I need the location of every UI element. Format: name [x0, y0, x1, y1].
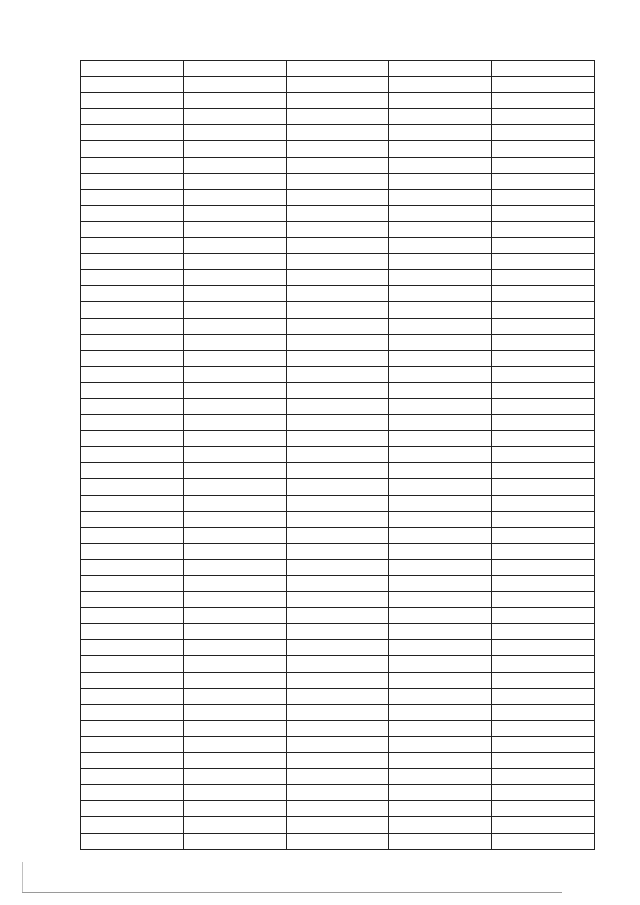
table-row [81, 93, 595, 109]
table-row [81, 125, 595, 141]
table-row [81, 576, 595, 592]
latitude-cell [492, 286, 595, 302]
point-number-cell [81, 157, 184, 173]
point-number-cell [81, 833, 184, 850]
x-cell [183, 270, 286, 286]
longitude-cell [389, 350, 492, 366]
latitude-cell [492, 270, 595, 286]
point-number-cell [81, 576, 184, 592]
longitude-cell [389, 157, 492, 173]
x-cell [183, 77, 286, 93]
y-cell [286, 238, 389, 254]
table-row [81, 254, 595, 270]
point-number-cell [81, 93, 184, 109]
y-cell [286, 93, 389, 109]
latitude-cell [492, 334, 595, 350]
longitude-cell [389, 753, 492, 769]
longitude-cell [389, 205, 492, 221]
coordinates-table [80, 60, 595, 850]
y-cell [286, 495, 389, 511]
point-number-cell [81, 559, 184, 575]
point-number-cell [81, 270, 184, 286]
latitude-cell [492, 366, 595, 382]
latitude-cell [492, 592, 595, 608]
longitude-cell [389, 109, 492, 125]
latitude-cell [492, 817, 595, 833]
point-number-cell [81, 495, 184, 511]
latitude-cell [492, 431, 595, 447]
longitude-cell [389, 141, 492, 157]
point-number-cell [81, 527, 184, 543]
longitude-cell [389, 189, 492, 205]
point-number-cell [81, 125, 184, 141]
latitude-cell [492, 382, 595, 398]
table-row [81, 398, 595, 414]
x-cell [183, 495, 286, 511]
latitude-cell [492, 608, 595, 624]
y-cell [286, 125, 389, 141]
point-number-cell [81, 656, 184, 672]
latitude-cell [492, 833, 595, 850]
y-cell [286, 77, 389, 93]
table-row [81, 736, 595, 752]
x-cell [183, 527, 286, 543]
longitude-cell [389, 720, 492, 736]
point-number-cell [81, 624, 184, 640]
y-cell [286, 286, 389, 302]
table-row [81, 447, 595, 463]
latitude-cell [492, 350, 595, 366]
y-cell [286, 704, 389, 720]
y-cell [286, 801, 389, 817]
point-number-cell [81, 511, 184, 527]
latitude-cell [492, 254, 595, 270]
table-row [81, 624, 595, 640]
latitude-cell [492, 463, 595, 479]
point-number-cell [81, 318, 184, 334]
table-row [81, 543, 595, 559]
latitude-cell [492, 785, 595, 801]
x-cell [183, 431, 286, 447]
longitude-cell [389, 334, 492, 350]
longitude-cell [389, 640, 492, 656]
y-cell [286, 543, 389, 559]
y-cell [286, 753, 389, 769]
latitude-cell [492, 736, 595, 752]
table-row [81, 302, 595, 318]
point-number-cell [81, 431, 184, 447]
x-cell [183, 125, 286, 141]
latitude-cell [492, 125, 595, 141]
longitude-cell [389, 431, 492, 447]
table-row [81, 511, 595, 527]
x-cell [183, 254, 286, 270]
coordinates-table-body [81, 61, 595, 850]
left-rule [22, 862, 23, 892]
latitude-cell [492, 77, 595, 93]
point-number-cell [81, 543, 184, 559]
x-cell [183, 382, 286, 398]
y-cell [286, 109, 389, 125]
x-cell [183, 656, 286, 672]
y-cell [286, 398, 389, 414]
x-cell [183, 189, 286, 205]
point-number-cell [81, 61, 184, 77]
point-number-cell [81, 704, 184, 720]
x-cell [183, 398, 286, 414]
y-cell [286, 592, 389, 608]
y-cell [286, 785, 389, 801]
table-row [81, 720, 595, 736]
table-row [81, 688, 595, 704]
longitude-cell [389, 302, 492, 318]
longitude-cell [389, 672, 492, 688]
y-cell [286, 189, 389, 205]
point-number-cell [81, 350, 184, 366]
point-number-cell [81, 447, 184, 463]
y-cell [286, 447, 389, 463]
x-cell [183, 511, 286, 527]
longitude-cell [389, 173, 492, 189]
latitude-cell [492, 398, 595, 414]
longitude-cell [389, 366, 492, 382]
point-number-cell [81, 720, 184, 736]
y-cell [286, 769, 389, 785]
latitude-cell [492, 753, 595, 769]
longitude-cell [389, 624, 492, 640]
x-cell [183, 736, 286, 752]
table-row [81, 286, 595, 302]
table-row [81, 592, 595, 608]
x-cell [183, 479, 286, 495]
x-cell [183, 61, 286, 77]
x-cell [183, 173, 286, 189]
y-cell [286, 173, 389, 189]
latitude-cell [492, 189, 595, 205]
table-row [81, 141, 595, 157]
latitude-cell [492, 495, 595, 511]
x-cell [183, 318, 286, 334]
x-cell [183, 157, 286, 173]
latitude-cell [492, 672, 595, 688]
y-cell [286, 817, 389, 833]
table-row [81, 270, 595, 286]
x-cell [183, 238, 286, 254]
point-number-cell [81, 688, 184, 704]
x-cell [183, 817, 286, 833]
longitude-cell [389, 125, 492, 141]
table-row [81, 527, 595, 543]
table-row [81, 656, 595, 672]
y-cell [286, 736, 389, 752]
y-cell [286, 382, 389, 398]
table-row [81, 801, 595, 817]
table-row [81, 77, 595, 93]
latitude-cell [492, 576, 595, 592]
x-cell [183, 688, 286, 704]
y-cell [286, 366, 389, 382]
longitude-cell [389, 398, 492, 414]
point-number-cell [81, 736, 184, 752]
latitude-cell [492, 720, 595, 736]
y-cell [286, 318, 389, 334]
latitude-cell [492, 141, 595, 157]
point-number-cell [81, 592, 184, 608]
point-number-cell [81, 672, 184, 688]
longitude-cell [389, 479, 492, 495]
longitude-cell [389, 704, 492, 720]
longitude-cell [389, 817, 492, 833]
x-cell [183, 350, 286, 366]
x-cell [183, 640, 286, 656]
x-cell [183, 415, 286, 431]
x-cell [183, 286, 286, 302]
latitude-cell [492, 302, 595, 318]
table-row [81, 431, 595, 447]
x-cell [183, 720, 286, 736]
latitude-cell [492, 61, 595, 77]
bottom-rule [22, 892, 562, 893]
longitude-cell [389, 415, 492, 431]
x-cell [183, 672, 286, 688]
point-number-cell [81, 753, 184, 769]
x-cell [183, 592, 286, 608]
table-row [81, 753, 595, 769]
longitude-cell [389, 736, 492, 752]
latitude-cell [492, 656, 595, 672]
y-cell [286, 640, 389, 656]
table-row [81, 479, 595, 495]
latitude-cell [492, 640, 595, 656]
point-number-cell [81, 334, 184, 350]
point-number-cell [81, 205, 184, 221]
y-cell [286, 479, 389, 495]
x-cell [183, 141, 286, 157]
x-cell [183, 785, 286, 801]
point-number-cell [81, 463, 184, 479]
latitude-cell [492, 238, 595, 254]
y-cell [286, 302, 389, 318]
table-row [81, 817, 595, 833]
table-row [81, 785, 595, 801]
y-cell [286, 559, 389, 575]
point-number-cell [81, 769, 184, 785]
longitude-cell [389, 238, 492, 254]
x-cell [183, 576, 286, 592]
table-row [81, 366, 595, 382]
table-row [81, 61, 595, 77]
table-row [81, 382, 595, 398]
longitude-cell [389, 221, 492, 237]
y-cell [286, 833, 389, 850]
x-cell [183, 801, 286, 817]
y-cell [286, 656, 389, 672]
x-cell [183, 769, 286, 785]
x-cell [183, 704, 286, 720]
y-cell [286, 608, 389, 624]
y-cell [286, 527, 389, 543]
point-number-cell [81, 415, 184, 431]
y-cell [286, 350, 389, 366]
point-number-cell [81, 286, 184, 302]
longitude-cell [389, 543, 492, 559]
longitude-cell [389, 61, 492, 77]
y-cell [286, 415, 389, 431]
longitude-cell [389, 527, 492, 543]
latitude-cell [492, 688, 595, 704]
y-cell [286, 61, 389, 77]
longitude-cell [389, 286, 492, 302]
point-number-cell [81, 479, 184, 495]
y-cell [286, 511, 389, 527]
y-cell [286, 157, 389, 173]
table-row [81, 415, 595, 431]
x-cell [183, 93, 286, 109]
longitude-cell [389, 769, 492, 785]
longitude-cell [389, 447, 492, 463]
table-row [81, 640, 595, 656]
longitude-cell [389, 318, 492, 334]
latitude-cell [492, 109, 595, 125]
y-cell [286, 221, 389, 237]
latitude-cell [492, 801, 595, 817]
x-cell [183, 624, 286, 640]
latitude-cell [492, 769, 595, 785]
latitude-cell [492, 173, 595, 189]
longitude-cell [389, 592, 492, 608]
latitude-cell [492, 543, 595, 559]
latitude-cell [492, 527, 595, 543]
latitude-cell [492, 511, 595, 527]
point-number-cell [81, 382, 184, 398]
latitude-cell [492, 479, 595, 495]
table-row [81, 463, 595, 479]
latitude-cell [492, 559, 595, 575]
x-cell [183, 334, 286, 350]
table-row [81, 495, 595, 511]
table-row [81, 173, 595, 189]
longitude-cell [389, 270, 492, 286]
longitude-cell [389, 382, 492, 398]
table-row [81, 769, 595, 785]
longitude-cell [389, 463, 492, 479]
x-cell [183, 366, 286, 382]
table-row [81, 672, 595, 688]
y-cell [286, 688, 389, 704]
latitude-cell [492, 318, 595, 334]
latitude-cell [492, 624, 595, 640]
y-cell [286, 720, 389, 736]
point-number-cell [81, 109, 184, 125]
table-row [81, 238, 595, 254]
table-row [81, 318, 595, 334]
longitude-cell [389, 833, 492, 850]
point-number-cell [81, 221, 184, 237]
longitude-cell [389, 93, 492, 109]
point-number-cell [81, 817, 184, 833]
point-number-cell [81, 640, 184, 656]
y-cell [286, 141, 389, 157]
table-row [81, 350, 595, 366]
latitude-cell [492, 704, 595, 720]
y-cell [286, 624, 389, 640]
latitude-cell [492, 221, 595, 237]
longitude-cell [389, 801, 492, 817]
longitude-cell [389, 254, 492, 270]
y-cell [286, 205, 389, 221]
longitude-cell [389, 511, 492, 527]
longitude-cell [389, 656, 492, 672]
y-cell [286, 270, 389, 286]
point-number-cell [81, 366, 184, 382]
y-cell [286, 576, 389, 592]
point-number-cell [81, 302, 184, 318]
point-number-cell [81, 77, 184, 93]
latitude-cell [492, 157, 595, 173]
point-number-cell [81, 141, 184, 157]
x-cell [183, 302, 286, 318]
table-row [81, 833, 595, 850]
y-cell [286, 334, 389, 350]
table-row [81, 704, 595, 720]
x-cell [183, 753, 286, 769]
point-number-cell [81, 801, 184, 817]
table-row [81, 189, 595, 205]
longitude-cell [389, 785, 492, 801]
x-cell [183, 221, 286, 237]
latitude-cell [492, 415, 595, 431]
latitude-cell [492, 93, 595, 109]
table-row [81, 559, 595, 575]
x-cell [183, 559, 286, 575]
point-number-cell [81, 785, 184, 801]
x-cell [183, 543, 286, 559]
table-row [81, 157, 595, 173]
table-row [81, 608, 595, 624]
point-number-cell [81, 398, 184, 414]
point-number-cell [81, 189, 184, 205]
y-cell [286, 463, 389, 479]
point-number-cell [81, 254, 184, 270]
y-cell [286, 672, 389, 688]
point-number-cell [81, 173, 184, 189]
longitude-cell [389, 688, 492, 704]
x-cell [183, 833, 286, 850]
longitude-cell [389, 495, 492, 511]
x-cell [183, 463, 286, 479]
table-row [81, 109, 595, 125]
x-cell [183, 205, 286, 221]
table-row [81, 205, 595, 221]
latitude-cell [492, 447, 595, 463]
latitude-cell [492, 205, 595, 221]
y-cell [286, 431, 389, 447]
point-number-cell [81, 608, 184, 624]
longitude-cell [389, 608, 492, 624]
x-cell [183, 608, 286, 624]
table-row [81, 334, 595, 350]
longitude-cell [389, 559, 492, 575]
x-cell [183, 447, 286, 463]
y-cell [286, 254, 389, 270]
longitude-cell [389, 77, 492, 93]
table-row [81, 221, 595, 237]
point-number-cell [81, 238, 184, 254]
longitude-cell [389, 576, 492, 592]
x-cell [183, 109, 286, 125]
